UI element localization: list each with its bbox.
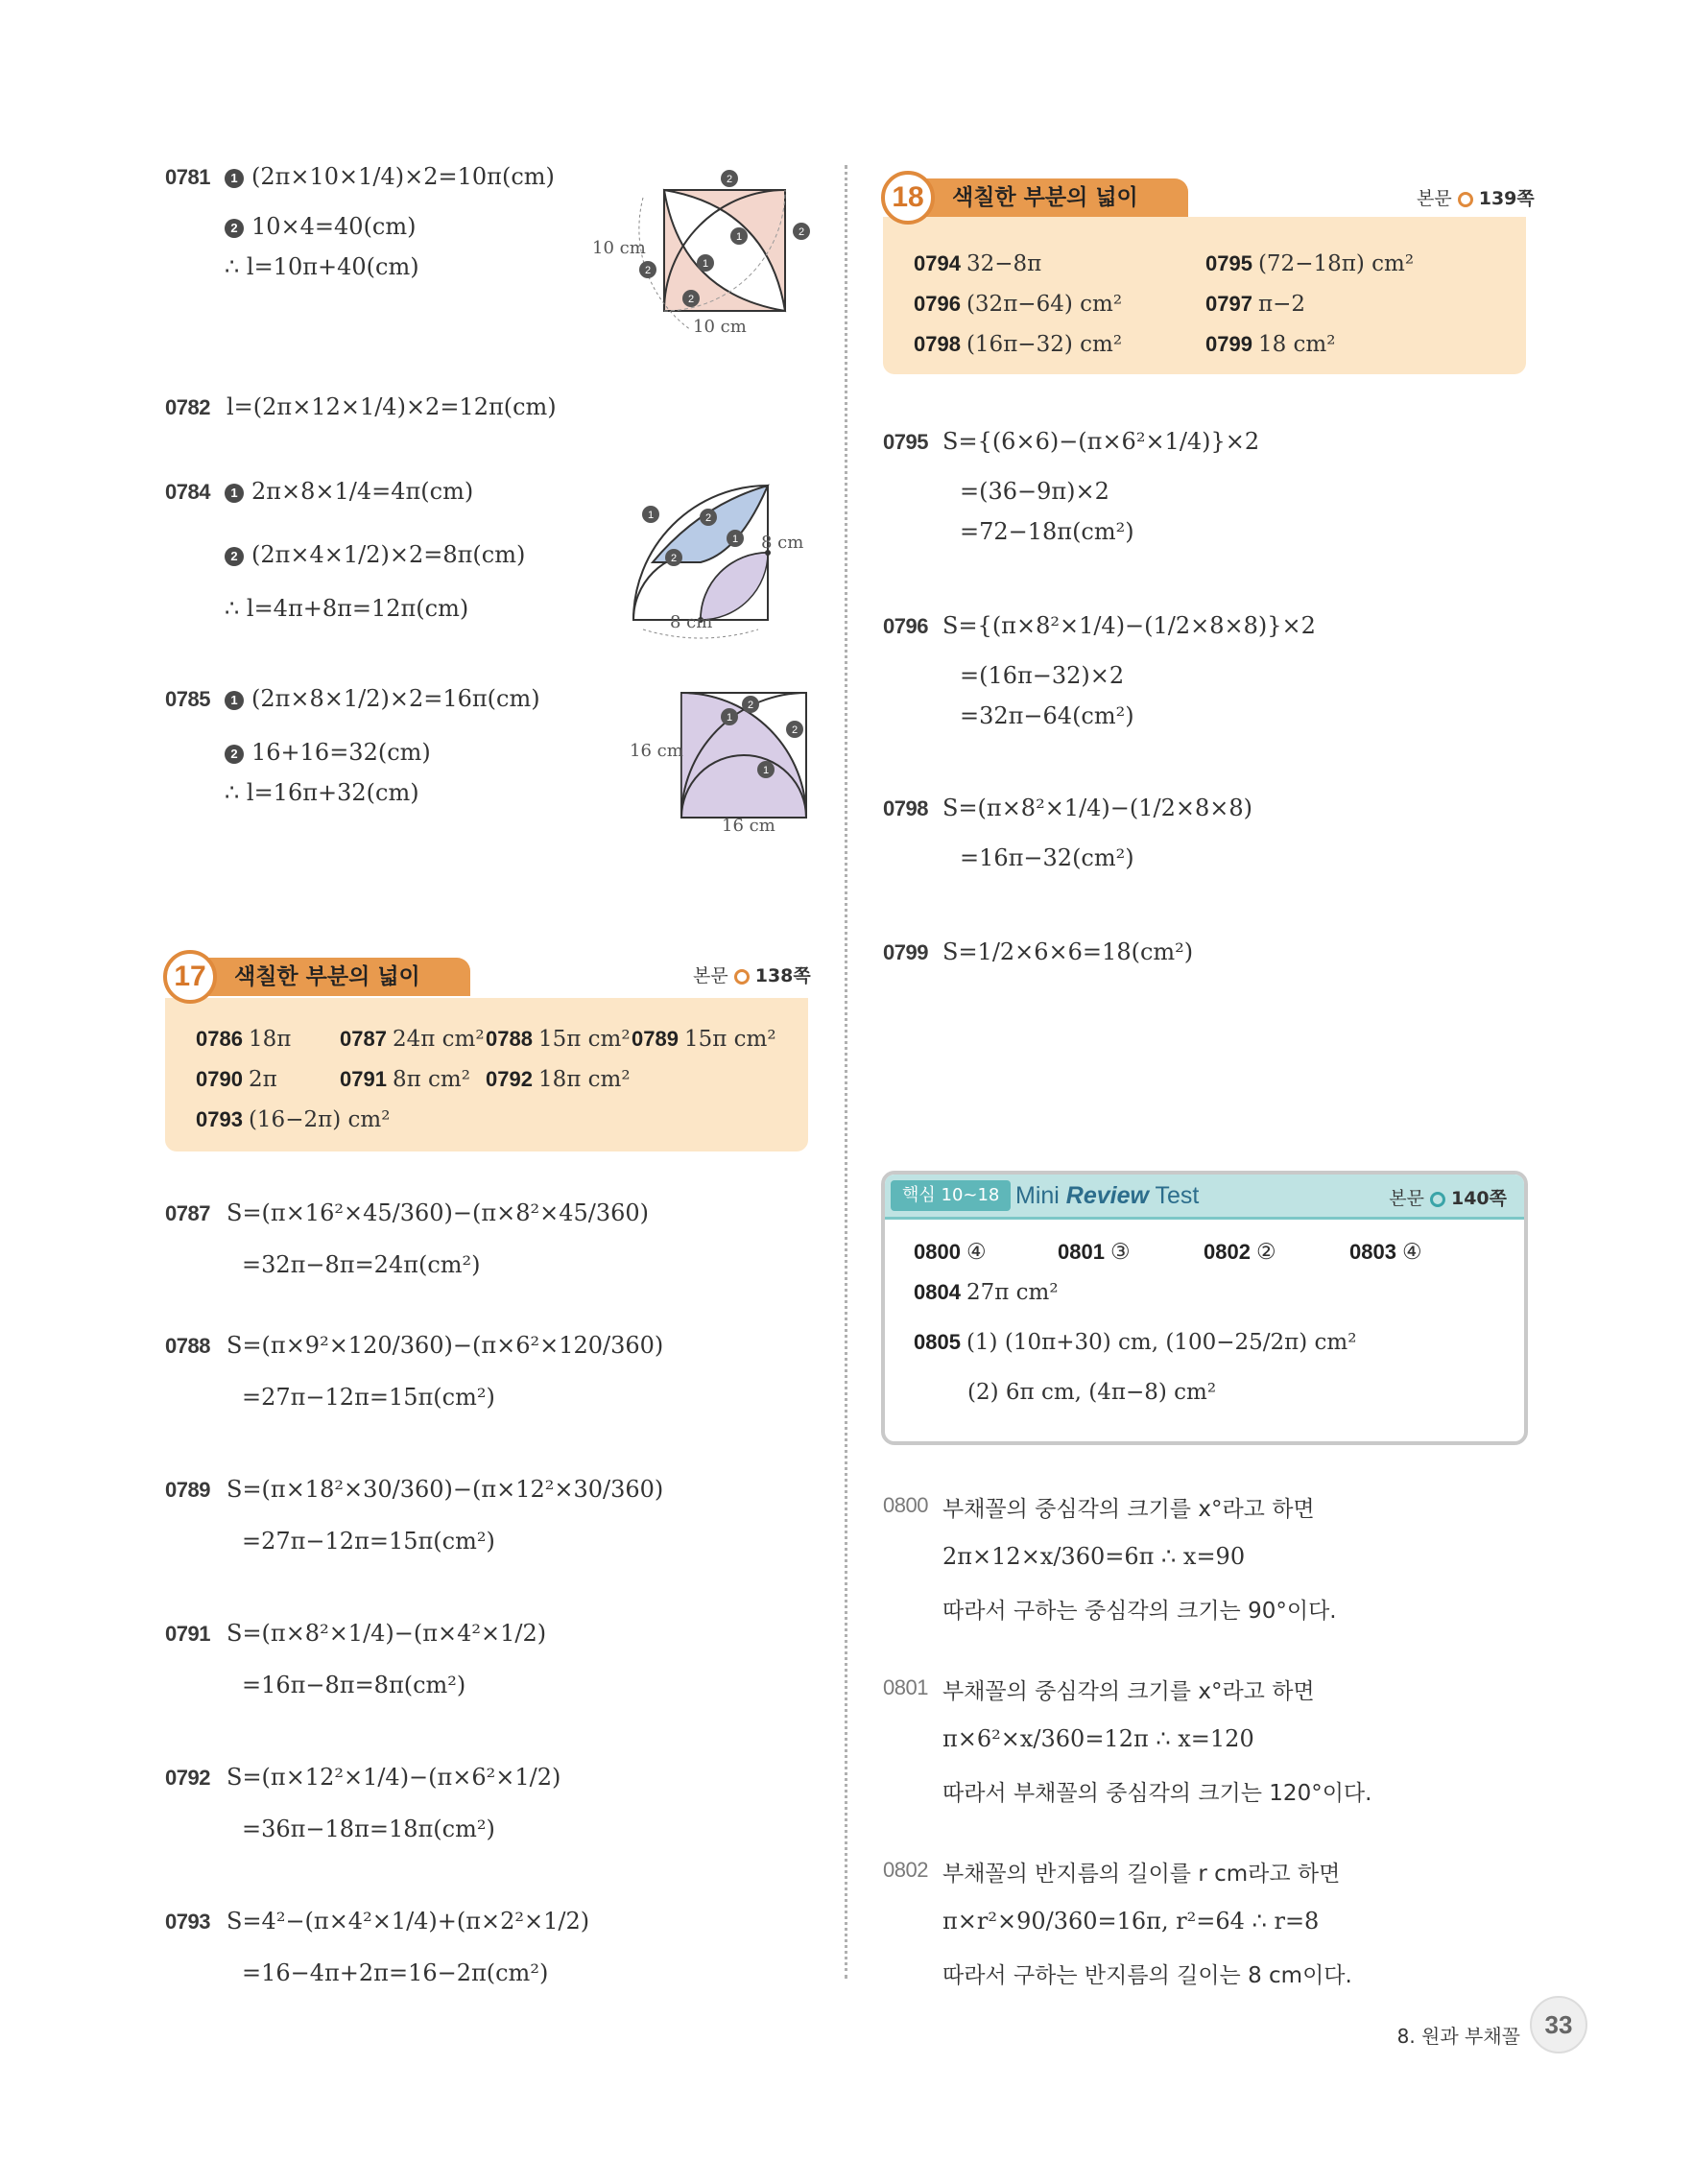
svg-text:2: 2 bbox=[704, 512, 712, 524]
problem-number: 0789 bbox=[165, 1478, 210, 1502]
problem-number: 0791 bbox=[165, 1622, 210, 1646]
solution-line: 1 2π×8×1/4=4π(cm) bbox=[225, 478, 473, 505]
step-marker-1-icon: 1 bbox=[225, 484, 244, 503]
answer-item: 0798 (16π−32) cm² bbox=[914, 332, 1123, 357]
answer-item: 0796 (32π−64) cm² bbox=[914, 292, 1123, 317]
solution-line: S=(π×8²×1/4)−(1/2×8×8) bbox=[942, 795, 1253, 821]
solution-line: =32π−8π=24π(cm²) bbox=[242, 1251, 481, 1278]
problem-number: 0788 bbox=[165, 1334, 210, 1358]
answer-item: 0797 π−2 bbox=[1205, 292, 1305, 317]
problem-number: 0795 bbox=[883, 430, 928, 454]
solution-line: 따라서 구하는 중심각의 크기는 90°이다. bbox=[942, 1599, 1337, 1624]
solution-line: =16π−8π=8π(cm²) bbox=[242, 1672, 466, 1698]
problem-number: 0784 bbox=[165, 480, 210, 504]
problem-number: 0799 bbox=[883, 940, 928, 964]
solution-line: =27π−12π=15π(cm²) bbox=[242, 1384, 495, 1411]
page-number: 33 bbox=[1530, 1996, 1587, 2053]
problem-number: 0792 bbox=[165, 1766, 210, 1790]
problem-number: 0785 bbox=[165, 687, 210, 711]
ref-dot-icon bbox=[1458, 192, 1473, 207]
solution-line: =(16π−32)×2 bbox=[960, 662, 1125, 689]
svg-text:1: 1 bbox=[647, 510, 655, 521]
answer-item: (2) 6π cm, (4π−8) cm² bbox=[967, 1380, 1217, 1405]
answer-item: 0791 8π cm² bbox=[340, 1067, 470, 1092]
solution-line: =16−4π+2π=16−2π(cm²) bbox=[242, 1959, 549, 1986]
svg-text:2: 2 bbox=[687, 294, 695, 305]
answer-item: 0803 ④ bbox=[1349, 1240, 1422, 1265]
figure-0785 bbox=[672, 683, 825, 837]
page-reference: 본문 138쪽 bbox=[693, 965, 811, 986]
figure-label: 10 cm bbox=[693, 317, 747, 337]
problem-number: 0782 bbox=[165, 395, 210, 419]
section-header-17 bbox=[163, 950, 470, 998]
mini-review-box bbox=[881, 1171, 1528, 1445]
solution-line: S={(π×8²×1/4)−(1/2×8×8)}×2 bbox=[942, 612, 1316, 639]
solution-line: S=1/2×6×6=18(cm²) bbox=[942, 938, 1194, 965]
answer-item: 0805 (1) (10π+30) cm, (100−25/2π) cm² bbox=[914, 1330, 1357, 1355]
section-title: 색칠한 부분의 넓이 bbox=[910, 178, 1188, 217]
svg-text:2: 2 bbox=[747, 700, 754, 711]
figure-label: 16 cm bbox=[722, 816, 775, 836]
answer-item: 0786 18π bbox=[196, 1027, 292, 1052]
column-divider bbox=[845, 165, 847, 1979]
step-marker-1-icon: 1 bbox=[225, 169, 244, 188]
solution-line: S=(π×18²×30/360)−(π×12²×30/360) bbox=[227, 1476, 664, 1503]
answer-item: 0789 15π cm² bbox=[632, 1027, 776, 1052]
solution-line: 1 (2π×8×1/2)×2=16π(cm) bbox=[225, 685, 540, 712]
review-title: Mini Review Test bbox=[1015, 1182, 1200, 1209]
solution-line: 2π×12×x/360=6π ∴ x=90 bbox=[942, 1543, 1246, 1570]
solution-line: S=(π×9²×120/360)−(π×6²×120/360) bbox=[227, 1332, 664, 1359]
solution-line: 부채꼴의 중심각의 크기를 x°라고 하면 bbox=[942, 1497, 1315, 1522]
chapter-footer: 8. 원과 부채꼴 bbox=[1396, 2025, 1520, 2048]
figure-label: 16 cm bbox=[630, 741, 683, 761]
solution-line: ∴ l=16π+32(cm) bbox=[225, 779, 419, 806]
section-number: 18 bbox=[881, 171, 935, 225]
svg-text:1: 1 bbox=[726, 712, 733, 724]
step-marker-2-icon: 2 bbox=[225, 745, 244, 764]
problem-number: 0787 bbox=[165, 1201, 210, 1225]
solution-line: =27π−12π=15π(cm²) bbox=[242, 1528, 495, 1555]
problem-number: 0802 bbox=[883, 1858, 928, 1882]
solution-line: S=4²−(π×4²×1/4)+(π×2²×1/2) bbox=[227, 1908, 590, 1935]
problem-number: 0798 bbox=[883, 796, 928, 820]
problem-number: 0801 bbox=[883, 1675, 928, 1699]
answer-item: 0790 2π bbox=[196, 1067, 277, 1092]
step-marker-1-icon: 1 bbox=[225, 691, 244, 710]
solution-line: S=(π×16²×45/360)−(π×8²×45/360) bbox=[227, 1199, 650, 1226]
solution-line: ∴ l=4π+8π=12π(cm) bbox=[225, 595, 469, 622]
answer-item: 0799 18 cm² bbox=[1205, 332, 1336, 357]
figure-label: 8 cm bbox=[670, 612, 713, 632]
solution-line: l=(2π×12×1/4)×2=12π(cm) bbox=[227, 393, 557, 420]
page-reference: 본문 140쪽 bbox=[1389, 1188, 1507, 1209]
svg-text:2: 2 bbox=[670, 553, 678, 564]
ref-dot-icon bbox=[734, 969, 750, 985]
step-marker-2-icon: 2 bbox=[225, 219, 244, 238]
mini-review-header bbox=[885, 1175, 1524, 1220]
svg-text:1: 1 bbox=[735, 231, 743, 243]
answer-item: 0802 ② bbox=[1204, 1240, 1276, 1265]
solution-line: =(36−9π)×2 bbox=[960, 478, 1109, 505]
solution-line: S={(6×6)−(π×6²×1/4)}×2 bbox=[942, 428, 1260, 455]
solution-line: =72−18π(cm²) bbox=[960, 518, 1134, 545]
svg-text:2: 2 bbox=[644, 265, 652, 276]
answer-item: 0787 24π cm² bbox=[340, 1027, 485, 1052]
step-marker-2-icon: 2 bbox=[225, 547, 244, 566]
review-tag: 핵심 10~18 bbox=[891, 1180, 1011, 1211]
solution-line: 따라서 부채꼴의 중심각의 크기는 120°이다. bbox=[942, 1781, 1372, 1806]
problem-number: 0793 bbox=[165, 1910, 210, 1934]
solution-line: =16π−32(cm²) bbox=[960, 844, 1134, 871]
solution-line: ∴ l=10π+40(cm) bbox=[225, 253, 419, 280]
problem-number: 0800 bbox=[883, 1493, 928, 1517]
solution-line: 2 16+16=32(cm) bbox=[225, 739, 431, 766]
svg-text:1: 1 bbox=[702, 258, 709, 270]
solution-line: S=(π×8²×1/4)−(π×4²×1/2) bbox=[227, 1620, 547, 1647]
solution-line: =32π−64(cm²) bbox=[960, 702, 1134, 729]
solution-line: 따라서 구하는 반지름의 길이는 8 cm이다. bbox=[942, 1963, 1352, 1988]
problem-number: 0781 bbox=[165, 165, 210, 189]
section-number: 17 bbox=[163, 950, 217, 1004]
page-reference: 본문 139쪽 bbox=[1417, 188, 1535, 209]
svg-text:1: 1 bbox=[762, 765, 770, 776]
answer-item: 0792 18π cm² bbox=[486, 1067, 631, 1092]
section-title: 색칠한 부분의 넓이 bbox=[192, 958, 470, 996]
solution-line: S=(π×12²×1/4)−(π×6²×1/2) bbox=[227, 1764, 561, 1791]
problem-number: 0796 bbox=[883, 614, 928, 638]
svg-text:1: 1 bbox=[731, 534, 739, 545]
answer-item: 0788 15π cm² bbox=[486, 1027, 631, 1052]
svg-text:2: 2 bbox=[726, 174, 733, 185]
solution-line: π×6²×x/360=12π ∴ x=120 bbox=[942, 1725, 1254, 1752]
solution-line: 2 10×4=40(cm) bbox=[225, 213, 417, 240]
answer-item: 0801 ③ bbox=[1058, 1240, 1131, 1265]
solution-line: 부채꼴의 반지름의 길이를 r cm라고 하면 bbox=[942, 1862, 1341, 1887]
answer-item: 0795 (72−18π) cm² bbox=[1205, 251, 1415, 276]
answer-item: 0793 (16−2π) cm² bbox=[196, 1107, 391, 1132]
solution-line: 1 (2π×10×1/4)×2=10π(cm) bbox=[225, 163, 555, 190]
svg-text:2: 2 bbox=[791, 724, 799, 736]
answer-item: 0794 32−8π bbox=[914, 251, 1042, 276]
answer-item: 0804 27π cm² bbox=[914, 1280, 1059, 1305]
solution-line: 부채꼴의 중심각의 크기를 x°라고 하면 bbox=[942, 1679, 1315, 1704]
solution-line: 2 (2π×4×1/2)×2=8π(cm) bbox=[225, 541, 525, 568]
figure-0784 bbox=[624, 476, 816, 639]
solution-line: π×r²×90/360=16π, r²=64 ∴ r=8 bbox=[942, 1908, 1320, 1935]
solution-line: =36π−18π=18π(cm²) bbox=[242, 1816, 495, 1842]
figure-label: 8 cm bbox=[761, 533, 804, 553]
section-header-18 bbox=[881, 171, 1188, 219]
answer-item: 0800 ④ bbox=[914, 1240, 987, 1265]
figure-label: 10 cm bbox=[592, 238, 646, 258]
ref-dot-icon bbox=[1430, 1192, 1445, 1207]
svg-text:2: 2 bbox=[798, 226, 805, 238]
